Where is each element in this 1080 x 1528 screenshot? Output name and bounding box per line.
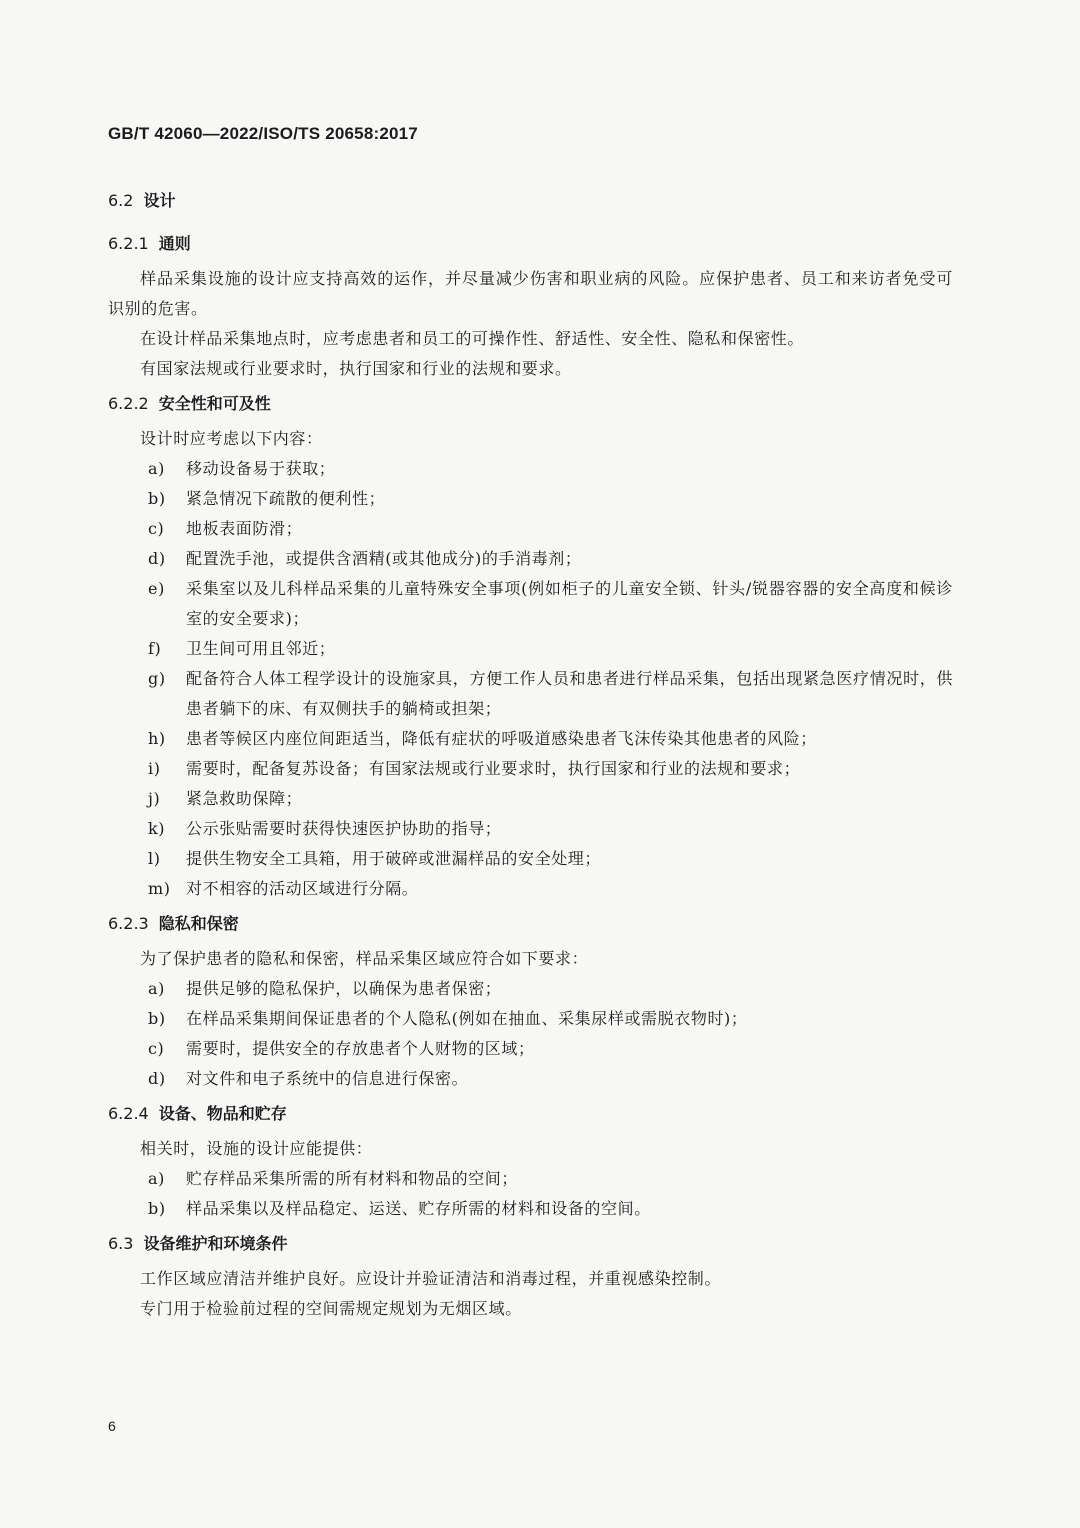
page-number: 6 <box>108 1418 116 1434</box>
list-intro: 为了保护患者的隐私和保密，样品采集区域应符合如下要求： <box>140 949 589 968</box>
section-title: 通则 <box>158 234 191 253</box>
list-item <box>108 1004 953 1034</box>
item-text: 需要时，提供安全的存放患者个人财物的区域； <box>186 1039 535 1058</box>
list-item <box>108 634 953 664</box>
item-text: 贮存样品采集所需的所有材料和物品的空间； <box>186 1169 519 1188</box>
item-marker: h) <box>148 729 166 748</box>
section-6-2-4-heading <box>108 1094 953 1134</box>
item-text: 公示张贴需要时获得快速医护协助的指导； <box>186 819 502 838</box>
item-text: 紧急救助保障； <box>186 789 303 808</box>
section-number: 6.2.2 <box>108 394 149 413</box>
list-intro: 设计时应考虑以下内容： <box>140 429 323 448</box>
item-text: 采集室以及儿科样品采集的儿童特殊安全事项(例如柜子的儿童安全锁、针头/锐器容器的安全高度和候诊室的安全要求)； <box>186 579 953 628</box>
requirement-list <box>108 454 953 904</box>
list-item <box>108 874 953 904</box>
section-number: 6.2.3 <box>108 914 149 933</box>
list-item <box>108 784 953 814</box>
item-marker: j) <box>148 789 161 808</box>
item-marker: f) <box>148 639 162 658</box>
item-marker: a) <box>148 459 165 478</box>
section-number: 6.2.4 <box>108 1104 149 1123</box>
list-item <box>108 514 953 544</box>
paragraph: 样品采集设施的设计应支持高效的运作，并尽量减少伤害和职业病的风险。应保护患者、员工和来访者免受可识别的危害。 <box>108 269 953 318</box>
list-item <box>108 664 953 724</box>
list-item <box>108 1164 953 1194</box>
item-text: 移动设备易于获取； <box>186 459 336 478</box>
item-marker: i) <box>148 759 161 778</box>
section-number: 6.3 <box>108 1234 134 1253</box>
item-text: 配置洗手池，或提供含酒精(或其他成分)的手消毒剂； <box>186 549 582 568</box>
list-item <box>108 574 953 634</box>
item-marker: k) <box>148 819 166 838</box>
paragraph: 专门用于检验前过程的空间需规定规划为无烟区域。 <box>140 1299 522 1318</box>
item-text: 患者等候区内座位间距适当，降低有症状的呼吸道感染患者飞沫传染其他患者的风险； <box>186 729 817 748</box>
section-6-2-2-heading <box>108 384 953 424</box>
item-marker: b) <box>148 1009 166 1028</box>
item-marker: m) <box>148 879 171 898</box>
list-item <box>108 484 953 514</box>
list-item <box>108 1194 953 1224</box>
page-content <box>108 178 953 1324</box>
section-number: 6.2.1 <box>108 234 149 253</box>
section-6-2-heading <box>108 178 953 224</box>
section-title: 设计 <box>143 191 176 210</box>
paragraph: 工作区域应清洁并维护良好。应设计并验证清洁和消毒过程，并重视感染控制。 <box>140 1269 722 1288</box>
item-text: 卫生间可用且邻近； <box>186 639 336 658</box>
section-6-2-1-heading <box>108 224 953 264</box>
item-marker: a) <box>148 979 165 998</box>
item-marker: g) <box>148 669 166 688</box>
item-marker: b) <box>148 489 166 508</box>
list-item <box>108 814 953 844</box>
item-text: 提供生物安全工具箱，用于破碎或泄漏样品的安全处理； <box>186 849 602 868</box>
section-title: 隐私和保密 <box>158 914 239 933</box>
list-item <box>108 844 953 874</box>
item-text: 对文件和电子系统中的信息进行保密。 <box>186 1069 469 1088</box>
paragraph: 在设计样品采集地点时，应考虑患者和员工的可操作性、舒适性、安全性、隐私和保密性。 <box>140 329 805 348</box>
requirement-list <box>108 1164 953 1224</box>
section-number: 6.2 <box>108 191 134 210</box>
item-text: 样品采集以及样品稳定、运送、贮存所需的材料和设备的空间。 <box>186 1199 651 1218</box>
item-marker: e) <box>148 579 165 598</box>
list-item <box>108 974 953 1004</box>
item-marker: c) <box>148 1039 165 1058</box>
list-intro: 相关时，设施的设计应能提供： <box>140 1139 373 1158</box>
paragraph: 有国家法规或行业要求时，执行国家和行业的法规和要求。 <box>140 359 572 378</box>
item-marker: l) <box>148 849 161 868</box>
section-title: 设备、物品和贮存 <box>158 1104 287 1123</box>
item-marker: b) <box>148 1199 166 1218</box>
item-text: 紧急情况下疏散的便利性； <box>186 489 386 508</box>
item-text: 提供足够的隐私保护，以确保为患者保密； <box>186 979 502 998</box>
item-text: 地板表面防滑； <box>186 519 303 538</box>
list-item <box>108 754 953 784</box>
item-text: 需要时，配备复苏设备；有国家法规或行业要求时，执行国家和行业的法规和要求； <box>186 759 801 778</box>
item-marker: a) <box>148 1169 165 1188</box>
standard-number-header: GB/T 42060—2022/ISO/TS 20658:2017 <box>108 124 418 143</box>
item-marker: d) <box>148 1069 166 1088</box>
list-item <box>108 724 953 754</box>
list-item <box>108 454 953 484</box>
list-item <box>108 1064 953 1094</box>
list-item <box>108 1034 953 1064</box>
list-item <box>108 544 953 574</box>
item-marker: d) <box>148 549 166 568</box>
section-6-2-3-heading <box>108 904 953 944</box>
section-title: 安全性和可及性 <box>158 394 271 413</box>
requirement-list <box>108 974 953 1094</box>
item-text: 配备符合人体工程学设计的设施家具，方便工作人员和患者进行样品采集，包括出现紧急医疗情况时，供患者躺下的床、有双侧扶手的躺椅或担架； <box>186 669 953 718</box>
item-text: 对不相容的活动区域进行分隔。 <box>186 879 419 898</box>
section-title: 设备维护和环境条件 <box>143 1234 288 1253</box>
section-6-3-heading <box>108 1224 953 1264</box>
item-text: 在样品采集期间保证患者的个人隐私(例如在抽血、采集尿样或需脱衣物时)； <box>186 1009 748 1028</box>
item-marker: c) <box>148 519 165 538</box>
